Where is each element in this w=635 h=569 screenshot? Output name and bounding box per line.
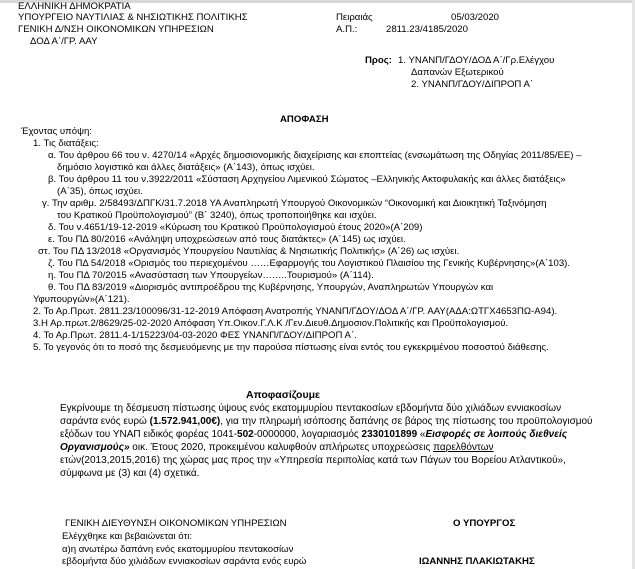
decision-line-3: εξόδων του ΥΝΑΠ ειδικός φορέας 1041-502-0000000, λογαριασμός 2330101899 «Εισφορές σε λοιπούς διεθνείς: [60, 429, 568, 440]
item-1th-line-1: θ. Του ΠΔ 83/2019 «Διορισμός αντιπροέδρου της Κυβέρνησης, Υπουργών, Αναπληρωτών Υπουργών και: [48, 282, 494, 293]
footer-left-title: ΓΕΝΙΚΗ ΔΙΕΥΘΥΝΣΗ ΟΙΚΟΝΟΜΙΚΩΝ ΥΠΗΡΕΣΙΩΝ: [65, 518, 287, 529]
item-3: 3.Η Αρ.πρωτ.2/8629/25-02-2020 Απόφαση Υπ.Οικον.Γ.Λ.Κ /Γεν.Διευθ.Δημοσιον.Πολιτικής και Προϋπολογισμού.: [33, 318, 509, 329]
protocol-label: Α.Π.:: [336, 24, 358, 35]
minister-title: Ο ΥΠΟΥΡΓΟΣ: [453, 518, 516, 529]
decision-line-4: Οργανισμούς» οικ. Έτους 2020, προκειμένου καλυφθούν απλήρωτες υποχρεώσεις παρελθόντων: [60, 442, 494, 453]
item-1h: η. Του ΠΔ 70/2015 «Ανασύσταση των Υπουργείων……..Τουρισμού» (Α΄114).: [48, 270, 374, 281]
footer-left-sub: Ελέγχθηκε και βεβαιώνεται ότι:: [62, 531, 193, 542]
item-4: 4. Το Αρ.Πρωτ. 2811.4-1/15223/04-03-2020 ΦΕΣ ΥΝΑΝΠ/ΓΔΟΥ/ΔΙΠΡΟΠ Α΄.: [33, 330, 357, 341]
minister-name: ΙΩΑΝΝΗΣ ΠΛΑΚΙΩΤΑΚΗΣ: [419, 556, 535, 567]
decision-line-1: Εγκρίνουμε τη δέσμευση πίστωσης ύψους ενός εκατομμυρίου πεντακοσίων εβδομήντα δύο χιλιάδων εννιακοσίων: [60, 403, 562, 414]
org-line-4: ΔΟΔ Α΄/ΓΡ. ΑΑΥ: [30, 36, 98, 47]
item-1st: στ. Του ΠΔ 13/2018 «Οργανισμός Υπουργείου Ναυτιλίας & Νησιωτικής Πολιτικής» (Α΄26) ως ισχύει.: [38, 246, 460, 257]
item-1z: ζ. Του ΠΔ 54/2018 «Ορισμός του περιεχομένου ……Εφαρμογής του Λογιστικού Πλαισίου της Γενικής Κυβέρνησης»(Α΄103).: [48, 258, 571, 269]
item-2: 2. Το Αρ.Πρωτ. 2811.23/100096/31-12-2019 Απόφαση Ανατροπής ΥΝΑΝΠ/ΓΔΟΥ/ΔΟΔ Α΄/ΓΡ. ΑΑΥ(ΑΔΑ:ΩΤΓΧ4653ΠΩ-Α94).: [33, 306, 558, 317]
item-1th-line-2: Υφυπουργών»(Α΄121).: [33, 294, 130, 305]
item-1: 1. Τις διατάξεις:: [33, 138, 99, 149]
decide-title: Αποφασίζουμε: [246, 389, 320, 401]
recipient-1: 1. ΥΝΑΝΠ/ΓΔΟΥ/ΔΟΔ Α΄/Γρ.Ελέγχου: [398, 55, 555, 66]
account-number: 2330101899: [361, 429, 418, 440]
org-line-2: ΥΠΟΥΡΓΕΙΟ ΝΑΥΤΙΛΙΑΣ & ΝΗΣΙΩΤΙΚΗΣ ΠΟΛΙΤΙΚΗΣ: [18, 12, 248, 23]
item-1b-line-2: (Α΄35), όπως ισχύει.: [57, 186, 143, 197]
org-line-1: ΕΛΛΗΝΙΚΗ ΔΗΜΟΚΡΑΤΙΑ: [18, 1, 131, 12]
recipient-2: 2. ΥΝΑΝΠ/ΓΔΟΥ/ΔΙΠΡΟΠ Α΄: [411, 79, 534, 90]
recipient-1-line-2: Δαπανών Εξωτερικού: [411, 67, 504, 78]
place-label: Πειραιάς: [336, 12, 373, 23]
document-title: ΑΠΟΦΑΣΗ: [280, 114, 329, 125]
item-5: 5. Το γεγονός ότι το ποσό της δεσμευόμενης με την παρούσα πίστωσης είναι εντός του εγκεκριμένου ποσοστού διάθεσης.: [33, 342, 549, 353]
decision-line-2: σαράντα ενός ευρώ (1.572.941,00€), για την πληρωμή ισόποσης δαπάνης σε βάρος της πίστωσης του προϋπολογισμού: [60, 416, 593, 427]
item-1c-line-1: γ. Την αριθμ. 2/58493/ΔΠΓΚ/31.7.2018 ΥΑ Αναπληρωτή Υπουργού Οικονομικών “Οικονομική και Διοικητική Ταξινόμηση: [42, 198, 547, 209]
footer-left-line-1: α)η ανωτέρω δαπάνη ενός εκατομμυρίου πεντακοσίων: [62, 544, 294, 555]
item-1d: δ. Του ν.4651/19-12-2019 «Κύρωση του Κρατικού Προϋπολογισμού έτους 2020»(Α΄209): [48, 222, 423, 233]
to-label: Προς:: [365, 55, 392, 66]
item-1a-line-1: α. Του άρθρου 66 του ν. 4270/14 «Αρχές δημοσιονομικής διαχείρισης και εποπτείας (ενσωμάτωση της Οδηγίας 2011/85/ΕΕ) –: [48, 150, 582, 161]
item-1e: ε. Του ΠΔ 80/2016 «Ανάληψη υποχρεώσεων από τους διατάκτες» (Α΄145) ως ισχύει.: [48, 234, 406, 245]
decision-amount: (1.572.941,00€): [149, 416, 221, 427]
decision-line-6: σύμφωνα με (3) και (4) σχετικά.: [60, 468, 200, 479]
document-date: 05/03/2020: [451, 12, 500, 23]
org-line-3: ΓΕΝΙΚΗ Δ/ΝΣΗ ΟΙΚΟΝΟΜΙΚΩΝ ΥΠΗΡΕΣΙΩΝ: [18, 24, 214, 35]
footer-left-line-2: εβδομήντα δύο χιλιάδων εννιακοσίων σαράντα ενός ευρώ: [62, 556, 307, 567]
item-1a-line-2: δημόσιο λογιστικό και άλλες διατάξεις» (Α΄143), όπως ισχύει.: [57, 162, 315, 173]
protocol-number: 2811.23/4185/2020: [386, 24, 468, 35]
decision-line-5: ετών(2013,2015,2016) της χώρας μας προς την «Υπηρεσία περιπολίας κατά των Πάγων του Βορείου Ατλαντικού»,: [60, 455, 566, 466]
item-1c-line-2: του Κρατικού Προϋπολογισμού” (Β΄ 3240), όπως τροποποιήθηκε και ισχύει.: [57, 210, 377, 221]
considering-label: Έχοντας υπόψη:: [21, 126, 92, 137]
item-1b-line-1: β. Του άρθρου 11 του ν.3922/2011 «Σύσταση Αρχηγείου Λιμενικού Σώματος –Ελληνικής Ακτοφυλακής και άλλες διατάξεις»: [48, 174, 566, 185]
